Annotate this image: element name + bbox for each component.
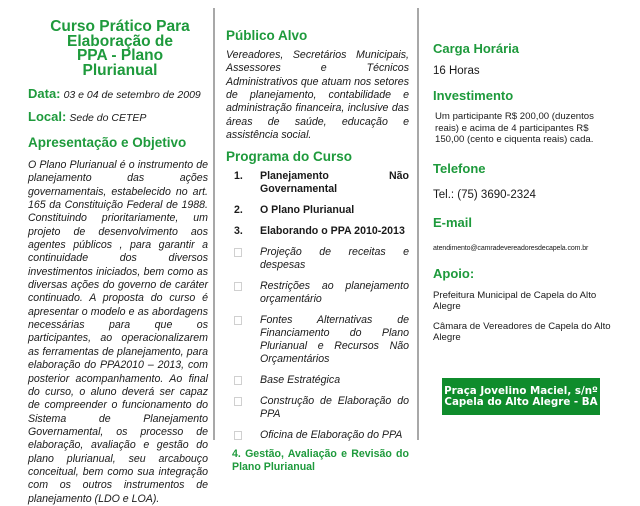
course-title-line: Elaboração de xyxy=(67,32,173,50)
program-final-item: 4. Gestão, Avaliação e Revisão do Plano Plurianual xyxy=(232,448,409,474)
publico-alvo-heading: Público Alvo xyxy=(226,28,308,43)
program-item-number: 1. xyxy=(234,170,243,183)
middle-column xyxy=(226,0,409,482)
carga-horaria-heading: Carga Horária xyxy=(433,41,519,56)
program-subitem xyxy=(226,374,409,387)
program-subitem xyxy=(226,280,409,306)
investimento-heading: Investimento xyxy=(433,88,514,103)
apoio-heading: Apoio: xyxy=(433,265,475,281)
publico-alvo-body: Vereadores, Secretários Municipais, Assessores e Técnicos Administrativos que atuam nos setores de planejamento, contabilidade e administração financeira, inclusive das áreas de saúde, educação e assistência social. xyxy=(226,49,409,142)
address-box xyxy=(442,378,600,415)
program-subitem xyxy=(226,395,409,421)
email-heading: E-mail xyxy=(433,214,473,230)
bullet-box-icon xyxy=(234,248,242,257)
apresentacao-body: O Plano Plurianual é o instrumento de planejamento das ações governamentais, estabelecido no art. 165 da Constituição Federal de 1988. Constituindo prioritariamente, um projeto de desenvolvimento aos agentes públicos , para garantir a continuidade dos diversos investimentos iniciados, bem como as diversas ações do governo de caráter continuado. A proposta do curso é apresentar o modelo e as abordagens necessárias para que os participantes, ao operacionalizarem as ferramentas de planejamento, para elaboração do PPA2010 – 2013, com posterior acompanhamento. Ao final do curso, o aluno deverá ser capaz de compreender o funcionamento do Sistema de Planejamento Governamental, os processo de elaboração, avaliação e gestão do plano plurianual, seu arcabouço conceitual, bem como sua integração com os outros instrumentos de planejamento (LDO e LOA). xyxy=(28,159,208,505)
program-subitem-text: Restrições ao planejamento orçamentário xyxy=(260,280,409,306)
program-subitem-text: Construção de Elaboração do PPA xyxy=(260,395,409,421)
program-subitem-text: Oficina de Elaboração do PPA xyxy=(260,429,403,442)
program-subitem xyxy=(226,429,409,442)
email-value[interactable]: atendimento@camradevereadoresdecapela.com.br xyxy=(433,244,589,252)
bullet-box-icon xyxy=(234,431,242,440)
program-subitem-text: Projeção de receitas e despesas xyxy=(260,246,409,272)
investimento-body: Um participante R$ 200,00 (duzentos reais) e acima de 4 participantes R$ 150,00 (cento e ciquenta reais) cada. xyxy=(435,111,594,145)
date-label: Data: xyxy=(28,86,61,101)
bullet-box-icon xyxy=(234,376,242,385)
column-divider-left xyxy=(213,8,215,440)
apresentacao-heading: Apresentação e Objetivo xyxy=(28,135,187,150)
program-item-number: 3. xyxy=(234,225,243,238)
program-item-text: O Plano Plurianual xyxy=(260,204,355,217)
programa-heading: Programa do Curso xyxy=(226,149,353,165)
program-item-text: Elaborando o PPA 2010-2013 xyxy=(260,225,405,238)
local-value: Sede do CETEP xyxy=(69,112,147,124)
program-item xyxy=(226,204,409,217)
course-title-line: Curso Prático Para xyxy=(50,18,190,35)
right-column xyxy=(433,0,613,344)
telefone-heading: Telefone xyxy=(433,160,486,176)
course-title-line: Plurianual xyxy=(82,61,158,79)
local-row xyxy=(28,110,208,125)
address-line: Praça Jovelino Maciel, s/nº xyxy=(444,384,598,397)
program-subitem xyxy=(226,246,409,272)
bullet-box-icon xyxy=(234,282,242,291)
apoio-item: Prefeitura Municipal de Capela do Alto Alegre xyxy=(433,289,597,312)
carga-horaria-value: 16 Horas xyxy=(433,65,480,77)
date-row xyxy=(28,87,208,102)
program-item-number: 2. xyxy=(234,204,243,217)
program-item xyxy=(226,170,409,196)
left-column xyxy=(28,0,208,506)
program-list xyxy=(226,170,409,474)
bullet-box-icon xyxy=(234,397,242,406)
telefone-value: Tel.: (75) 3690-2324 xyxy=(433,188,536,201)
course-title xyxy=(28,20,208,78)
program-subitem xyxy=(226,314,409,366)
address-line: Capela do Alto Alegre - BA xyxy=(444,395,598,408)
date-value: 03 e 04 de setembro de 2009 xyxy=(63,89,201,101)
bullet-box-icon xyxy=(234,316,242,325)
local-label: Local: xyxy=(28,109,67,124)
program-item-text: Planejamento Não Governamental xyxy=(260,170,409,196)
apoio-item: Câmara de Vereadores de Capela do Alto Alegre xyxy=(433,320,611,343)
course-title-line: PPA - Plano xyxy=(76,47,164,64)
program-subitem-text: Fontes Alternativas de Financiamento do Plano Plurianual e Recursos Não Orçamentários xyxy=(260,314,409,366)
program-item xyxy=(226,225,409,238)
column-divider-right xyxy=(417,8,419,440)
program-subitem-text: Base Estratégica xyxy=(260,374,341,387)
